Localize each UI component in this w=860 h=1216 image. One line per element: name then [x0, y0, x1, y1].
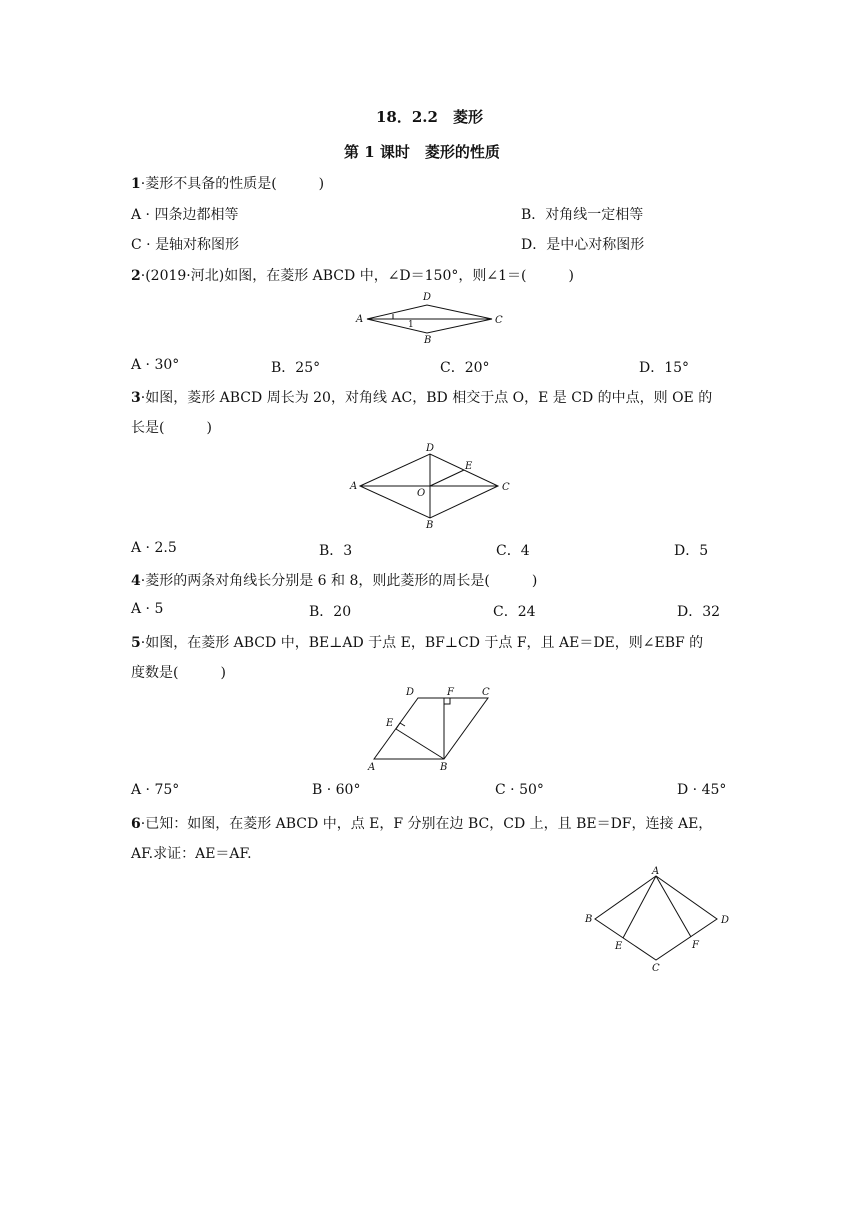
q4-option-b: B．20: [309, 604, 352, 620]
q1-option-b: B．对角线一定相等: [521, 207, 644, 223]
q6-label-e: E: [615, 941, 623, 952]
q3-label-c: C: [502, 482, 510, 493]
question-4-stem: 4·菱形的两条对角线长分别是 6 和 8，则此菱形的周长是( ): [131, 573, 538, 589]
q2-option-d: D．15°: [639, 360, 690, 376]
q4-option-a: A · 5: [131, 601, 164, 617]
q3-option-b: B．3: [319, 543, 353, 559]
q2-label-d: D: [423, 292, 432, 303]
q2-label-c: C: [495, 315, 503, 326]
q5-option-a: A · 75°: [131, 782, 180, 798]
q6-label-b: B: [585, 914, 593, 925]
q5-label-d: D: [406, 687, 415, 698]
question-3-stem-line2: 长是( ): [131, 420, 212, 436]
q2-label-1: 1: [408, 320, 414, 330]
q3-rhombus-figure: [345, 440, 520, 532]
question-5-stem-line1: 5·如图，在菱形 ABCD 中，BE⊥AD 于点 E，BF⊥CD 于点 F，且 AE＝DE，则∠EBF 的: [131, 635, 704, 651]
q2-option-c: C．20°: [440, 360, 490, 376]
q6-label-d: D: [721, 915, 730, 926]
q5-label-e: E: [386, 718, 394, 729]
q5-option-b: B · 60°: [312, 782, 361, 798]
q6-label-a: A: [652, 866, 660, 877]
q1-option-a: A · 四条边都相等: [131, 207, 239, 223]
q3-label-d: D: [426, 443, 435, 454]
question-6-stem-line2: AF.求证：AE＝AF.: [131, 846, 252, 862]
q3-label-b: B: [426, 520, 434, 531]
q3-label-o: O: [417, 488, 426, 499]
q5-rhombus-figure: [360, 684, 500, 774]
q5-option-d: D · 45°: [677, 782, 727, 798]
question-2-stem: 2·(2019·河北)如图，在菱形 ABCD 中，∠D＝150°，则∠1＝( ): [131, 268, 574, 284]
question-5-stem-line2: 度数是( ): [131, 665, 226, 681]
q3-segment-oe: [430, 470, 464, 486]
q2-label-b: B: [424, 335, 432, 346]
q6-rhombus-figure: [580, 864, 740, 976]
question-1-stem: 1·菱形不具备的性质是( ): [131, 176, 325, 192]
q4-option-c: C．24: [493, 604, 536, 620]
question-6-stem-line1: 6·已知：如图，在菱形 ABCD 中，点 E，F 分别在边 BC，CD 上，且 BE＝DF，连接 AE，: [131, 816, 713, 832]
section-title: 18．2.2 菱形: [376, 108, 483, 126]
q3-option-a: A · 2.5: [131, 540, 177, 556]
q6-label-f: F: [692, 940, 699, 951]
q5-option-c: C · 50°: [495, 782, 544, 798]
question-3-stem-line1: 3·如图，菱形 ABCD 周长为 20，对角线 AC，BD 相交于点 O，E 是 CD 的中点，则 OE 的: [131, 390, 713, 406]
q2-rhombus-figure: [350, 288, 510, 346]
q5-right-angle-f: [444, 698, 450, 704]
lesson-title: 第 1 课时 菱形的性质: [344, 143, 500, 161]
q1-option-c: C · 是轴对称图形: [131, 237, 240, 253]
q4-option-d: D．32: [677, 604, 721, 620]
q5-label-f: F: [447, 687, 454, 698]
q5-label-a: A: [368, 762, 376, 773]
q3-label-e: E: [465, 461, 473, 472]
q2-option-b: B．25°: [271, 360, 321, 376]
q5-segment-be: [396, 729, 444, 759]
q3-option-c: C．4: [496, 543, 530, 559]
q2-label-a: A: [356, 314, 364, 325]
q1-option-d: D．是中心对称图形: [521, 237, 645, 253]
q6-segment-af: [656, 876, 691, 937]
q5-label-b: B: [440, 762, 448, 773]
q2-option-a: A · 30°: [131, 357, 180, 373]
q5-label-c: C: [482, 687, 490, 698]
q3-option-d: D．5: [674, 543, 709, 559]
q6-segment-ae: [623, 876, 656, 938]
q6-label-c: C: [652, 963, 660, 974]
q3-label-a: A: [350, 481, 358, 492]
